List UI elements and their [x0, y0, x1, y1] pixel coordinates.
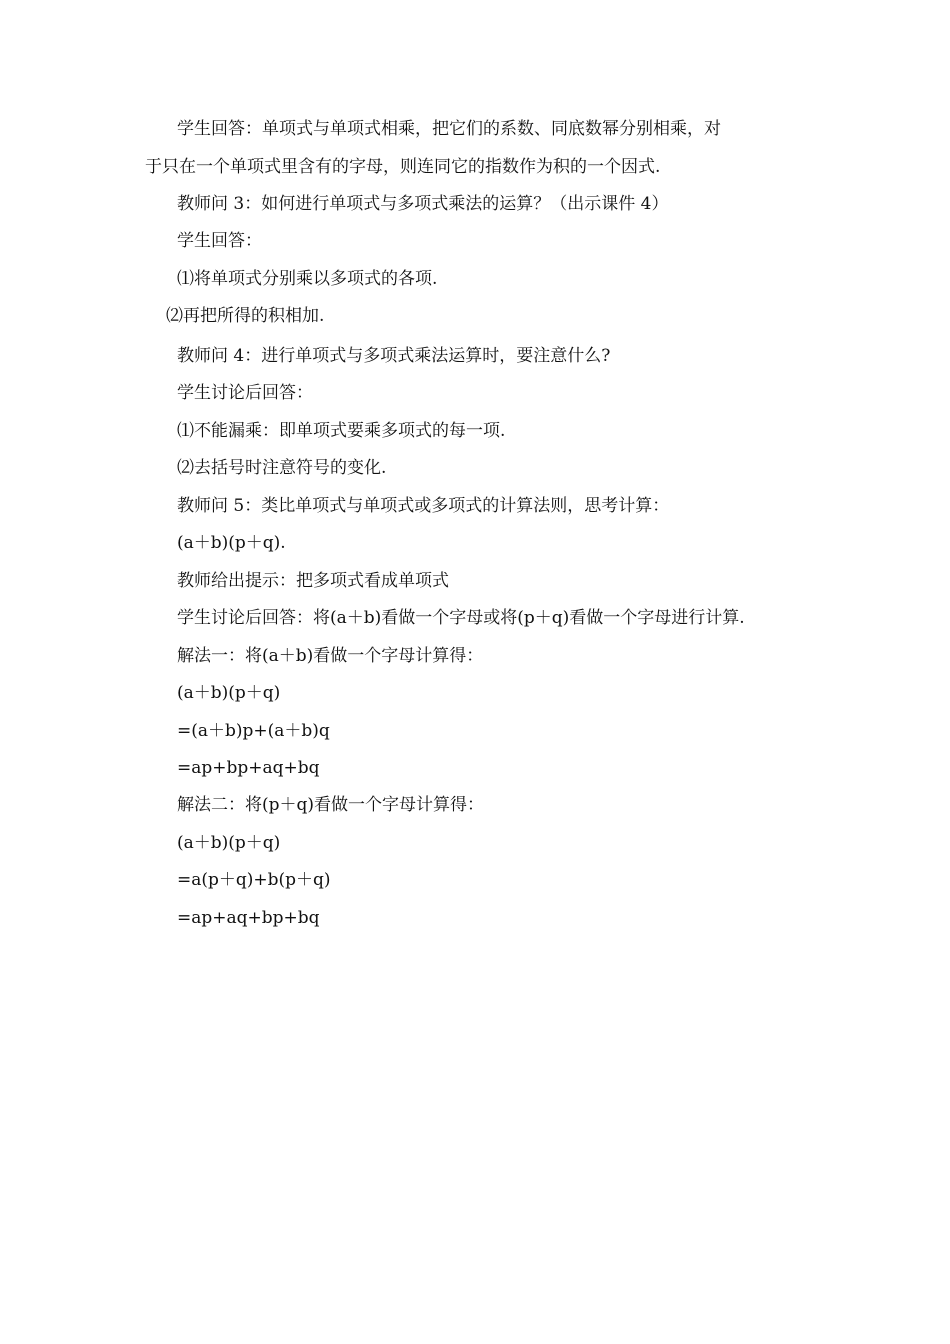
- math-solution-2-step-2: =a(p＋q)+b(p＋q): [177, 870, 331, 890]
- math-expression-problem: (a＋b)(p＋q).: [177, 533, 286, 553]
- math-solution-1-step-1: (a＋b)(p＋q): [177, 683, 281, 703]
- paragraph-note-1: ⑴不能漏乘：即单项式要乘多项式的每一项.: [177, 421, 506, 441]
- paragraph-student-answer-1: 学生回答：单项式与单项式相乘，把它们的系数、同底数幂分别相乘，对: [177, 119, 721, 139]
- paragraph-step-2: ⑵再把所得的积相加.: [166, 306, 325, 326]
- math-solution-2-step-1: (a＋b)(p＋q): [177, 833, 281, 853]
- paragraph-teacher-hint: 教师给出提示：把多项式看成单项式: [177, 571, 449, 591]
- paragraph-note-2: ⑵去括号时注意符号的变化.: [177, 458, 387, 478]
- paragraph-solution-2-heading: 解法二：将(p＋q)看做一个字母计算得：: [177, 795, 485, 815]
- paragraph-student-discussion: 学生讨论后回答：: [177, 383, 313, 403]
- paragraph-student-answer-method: 学生讨论后回答：将(a＋b)看做一个字母或将(p＋q)看做一个字母进行计算.: [177, 608, 745, 628]
- paragraph-teacher-question-3: 教师问 3：如何进行单项式与多项式乘法的运算？（出示课件 4）: [177, 194, 669, 214]
- paragraph-solution-1-heading: 解法一：将(a＋b)看做一个字母计算得：: [177, 646, 484, 666]
- paragraph-teacher-question-5: 教师问 5：类比单项式与单项式或多项式的计算法则，思考计算：: [177, 496, 670, 516]
- paragraph-student-answer-1-cont: 于只在一个单项式里含有的字母，则连同它的指数作为积的一个因式.: [145, 157, 661, 177]
- math-solution-1-step-2: =(a＋b)p+(a＋b)q: [177, 721, 330, 741]
- math-solution-2-step-3: =ap+aq+bp+bq: [177, 908, 320, 928]
- paragraph-teacher-question-4: 教师问 4：进行单项式与多项式乘法运算时，要注意什么?: [177, 346, 611, 366]
- math-solution-1-step-3: =ap+bp+aq+bq: [177, 758, 320, 778]
- paragraph-step-1: ⑴将单项式分别乘以多项式的各项.: [177, 269, 438, 289]
- paragraph-student-answer-label: 学生回答：: [177, 231, 262, 251]
